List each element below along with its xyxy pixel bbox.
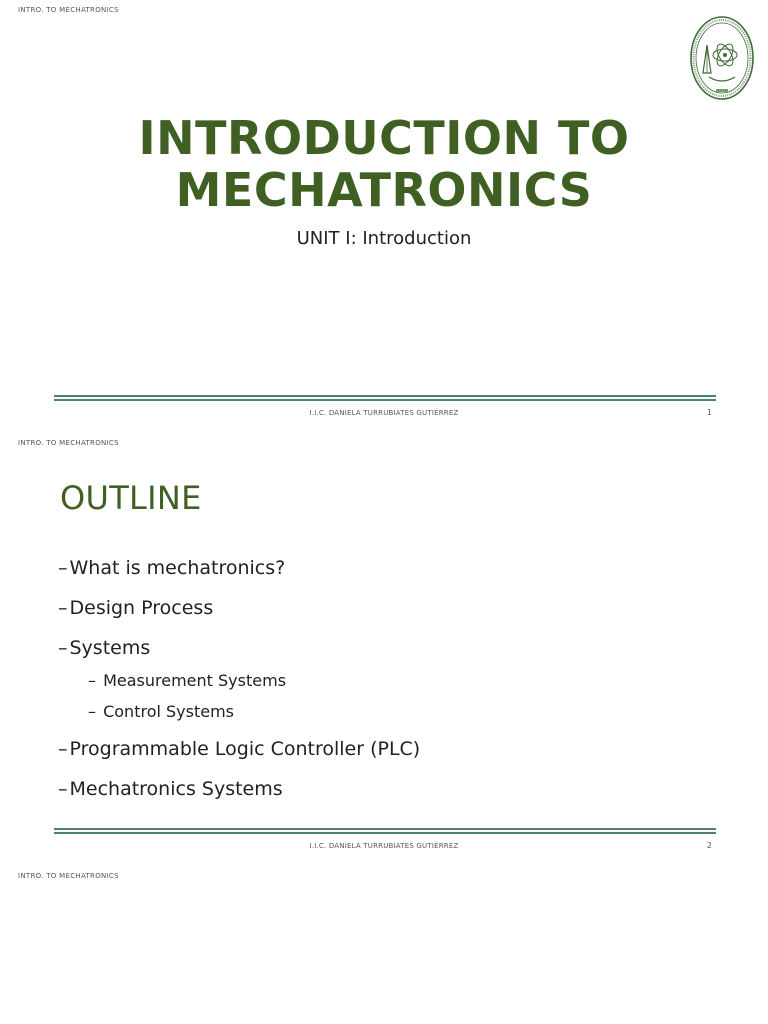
outline-title: OUTLINE (60, 479, 202, 517)
sub-list-item: – Measurement Systems (88, 671, 287, 690)
list-item: – Systems (58, 637, 151, 659)
list-item: – Programmable Logic Controller (PLC) (58, 738, 421, 760)
footer-author: I.I.C. DANIELA TURRUBIATES GUTIÉRREZ (309, 842, 459, 850)
header-tag: INTRO. TO MECHATRONICS (18, 6, 119, 14)
slide-1 (0, 0, 768, 433)
page-number: 2 (706, 841, 712, 850)
slide-title (0, 112, 768, 216)
list-item: – What is mechatronics? (58, 557, 286, 579)
slide-subtitle: UNIT I: Introduction (296, 228, 472, 249)
list-item: – Design Process (58, 597, 214, 619)
header-tag: INTRO. TO MECHATRONICS (18, 872, 119, 880)
title-line-1: INTRODUCTION TO (138, 111, 630, 165)
page-number: 1 (706, 408, 712, 417)
university-seal-logo (689, 15, 755, 101)
title-line-2: MECHATRONICS (175, 163, 593, 217)
footer-rule (54, 395, 716, 401)
slide-3 (0, 866, 768, 1024)
slide-2 (0, 433, 768, 866)
footer-author: I.I.C. DANIELA TURRUBIATES GUTIÉRREZ (309, 409, 459, 417)
list-item: – Mechatronics Systems (58, 778, 283, 800)
footer-rule (54, 828, 716, 834)
outline-list (58, 557, 420, 818)
header-tag: INTRO. TO MECHATRONICS (18, 439, 119, 447)
sub-list-item: – Control Systems (88, 702, 235, 721)
